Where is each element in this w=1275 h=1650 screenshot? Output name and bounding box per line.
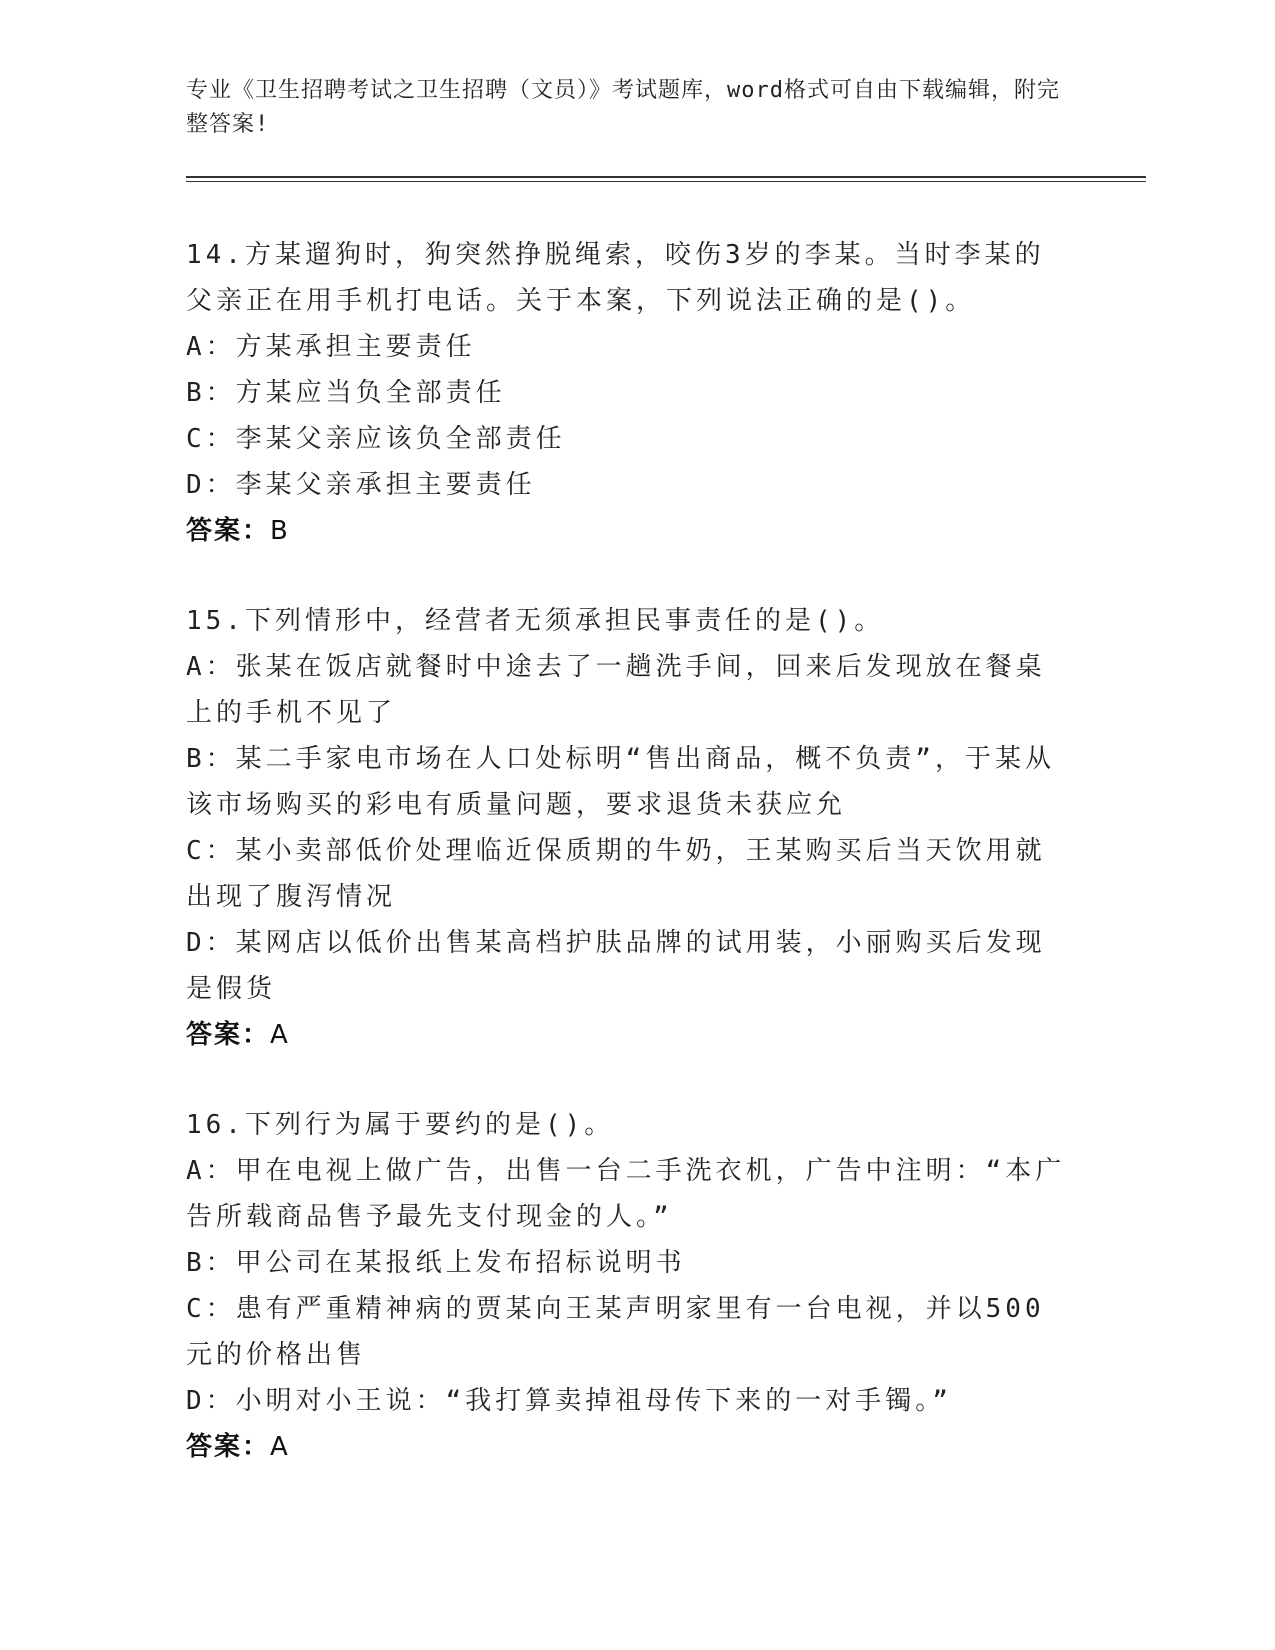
- answer-line: [186, 1012, 1066, 1058]
- answer-value: B: [270, 516, 290, 546]
- question-stem: 14.方某遛狗时，狗突然挣脱绳索，咬伤3岁的李某。当时李某的父亲正在用手机打电话。关于本案，下列说法正确的是()。: [186, 240, 1045, 316]
- answer-label: 答案：: [186, 516, 271, 546]
- answer-line: [186, 508, 1066, 554]
- option-a: A：张某在饭店就餐时中途去了一趟洗手间，回来后发现放在餐桌上的手机不见了: [186, 652, 1046, 728]
- option-b: B：某二手家电市场在人口处标明“售出商品，概不负责”，于某从该市场购买的彩电有质量问题，要求退货未获应允: [186, 744, 1055, 820]
- question-14: [186, 232, 1066, 554]
- question-15: [186, 598, 1066, 1058]
- option-d: D：某网店以低价出售某高档护肤品牌的试用装，小丽购买后发现是假货: [186, 928, 1046, 1004]
- option-a: A：方某承担主要责任: [186, 332, 476, 362]
- answer-value: A: [270, 1020, 290, 1050]
- question-16: [186, 1102, 1066, 1470]
- answer-value: A: [270, 1432, 290, 1462]
- questions-section: [186, 232, 1066, 1514]
- answer-label: 答案：: [186, 1020, 271, 1050]
- option-c: C：某小卖部低价处理临近保质期的牛奶，王某购买后当天饮用就出现了腹泻情况: [186, 836, 1046, 912]
- header-divider-thin: [186, 181, 1146, 182]
- option-b: B：甲公司在某报纸上发布招标说明书: [186, 1248, 686, 1278]
- question-stem: 15.下列情形中，经营者无须承担民事责任的是()。: [186, 606, 885, 636]
- answer-line: [186, 1424, 1066, 1470]
- option-d: D：小明对小王说：“我打算卖掉祖母传下来的一对手镯。”: [186, 1386, 952, 1416]
- option-a: A：甲在电视上做广告，出售一台二手洗衣机，广告中注明：“本广告所载商品售予最先支付现金的人。”: [186, 1156, 1066, 1232]
- header-divider-thick: [186, 176, 1146, 178]
- option-b: B：方某应当负全部责任: [186, 378, 506, 408]
- option-c: C：患有严重精神病的贾某向王某声明家里有一台电视，并以500元的价格出售: [186, 1294, 1045, 1370]
- question-stem: 16.下列行为属于要约的是()。: [186, 1110, 615, 1140]
- option-d: D：李某父亲承担主要责任: [186, 470, 536, 500]
- document-header: 专业《卫生招聘考试之卫生招聘（文员）》考试题库，word格式可自由下载编辑，附完整答案!: [186, 78, 1060, 137]
- option-c: C：李某父亲应该负全部责任: [186, 424, 566, 454]
- answer-label: 答案：: [186, 1432, 271, 1462]
